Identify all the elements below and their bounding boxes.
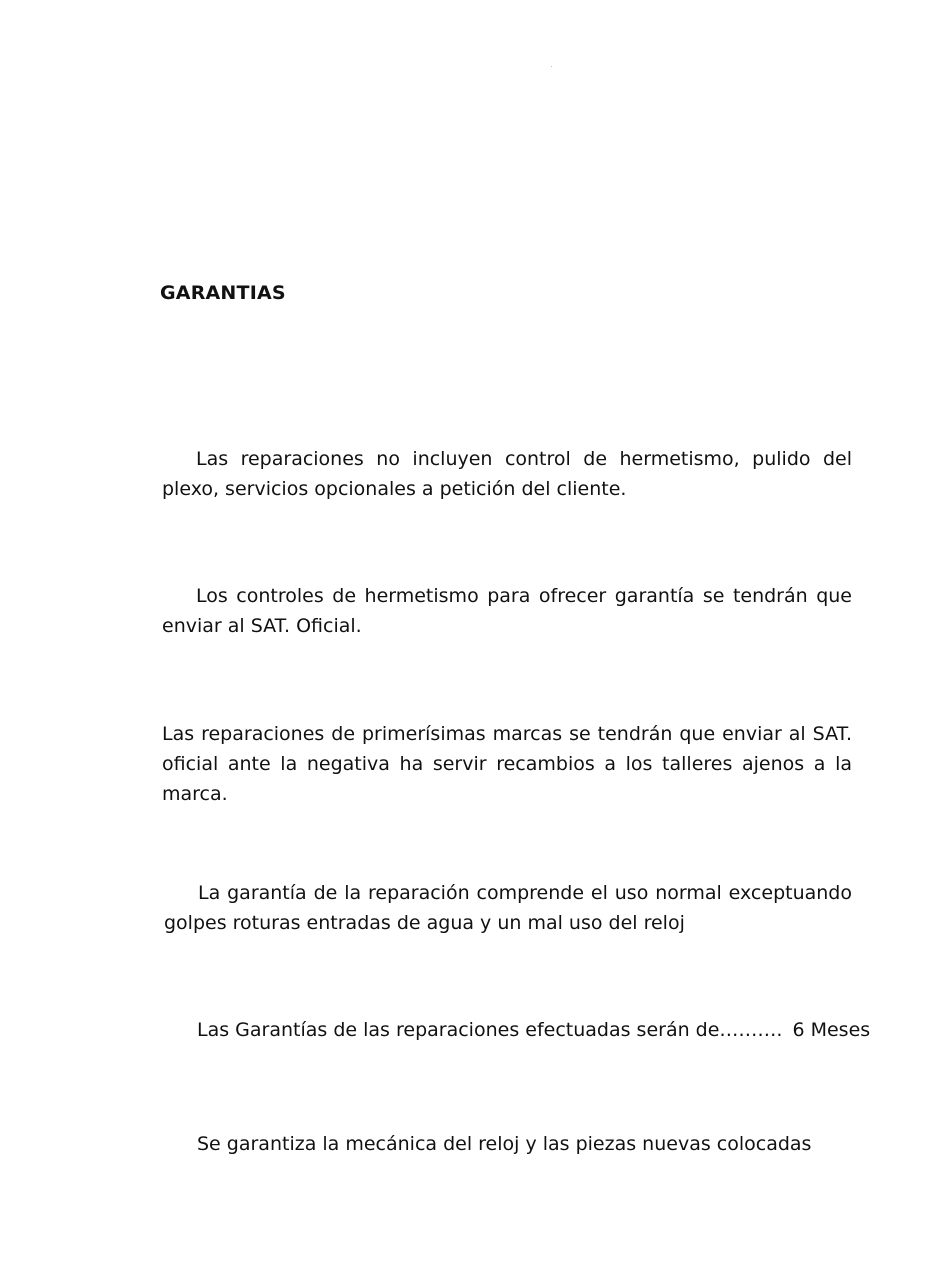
warranty-duration-line bbox=[197, 1015, 870, 1045]
document-title: GARANTIAS bbox=[160, 282, 286, 304]
paragraph-premium-brands: Las reparaciones de primerísimas marcas se tendrán que enviar al SAT. oficial ante la negativa ha servir recambios a los talleres ajenos a la marca. bbox=[162, 723, 852, 805]
scan-speck bbox=[551, 66, 552, 67]
warranty-duration-label: Las Garantías de las reparaciones efectuadas serán de………. bbox=[197, 1019, 783, 1041]
closing-line: Se garantiza la mecánica del reloj y las piezas nuevas colocadas bbox=[197, 1133, 812, 1155]
paragraph-warranty-coverage: La garantía de la reparación comprende el uso normal exceptuando golpes roturas entradas de agua y un mal uso del reloj bbox=[164, 882, 852, 934]
paragraph-hermetismo-exclusion: Las reparaciones no incluyen control de hermetismo, pulido del plexo, servicios opcionales a petición del cliente. bbox=[162, 448, 852, 500]
warranty-duration-value: 6 Meses bbox=[792, 1019, 871, 1041]
paragraph-hermetismo-sat: Los controles de hermetismo para ofrecer garantía se tendrán que enviar al SAT. Oficial. bbox=[162, 585, 852, 637]
